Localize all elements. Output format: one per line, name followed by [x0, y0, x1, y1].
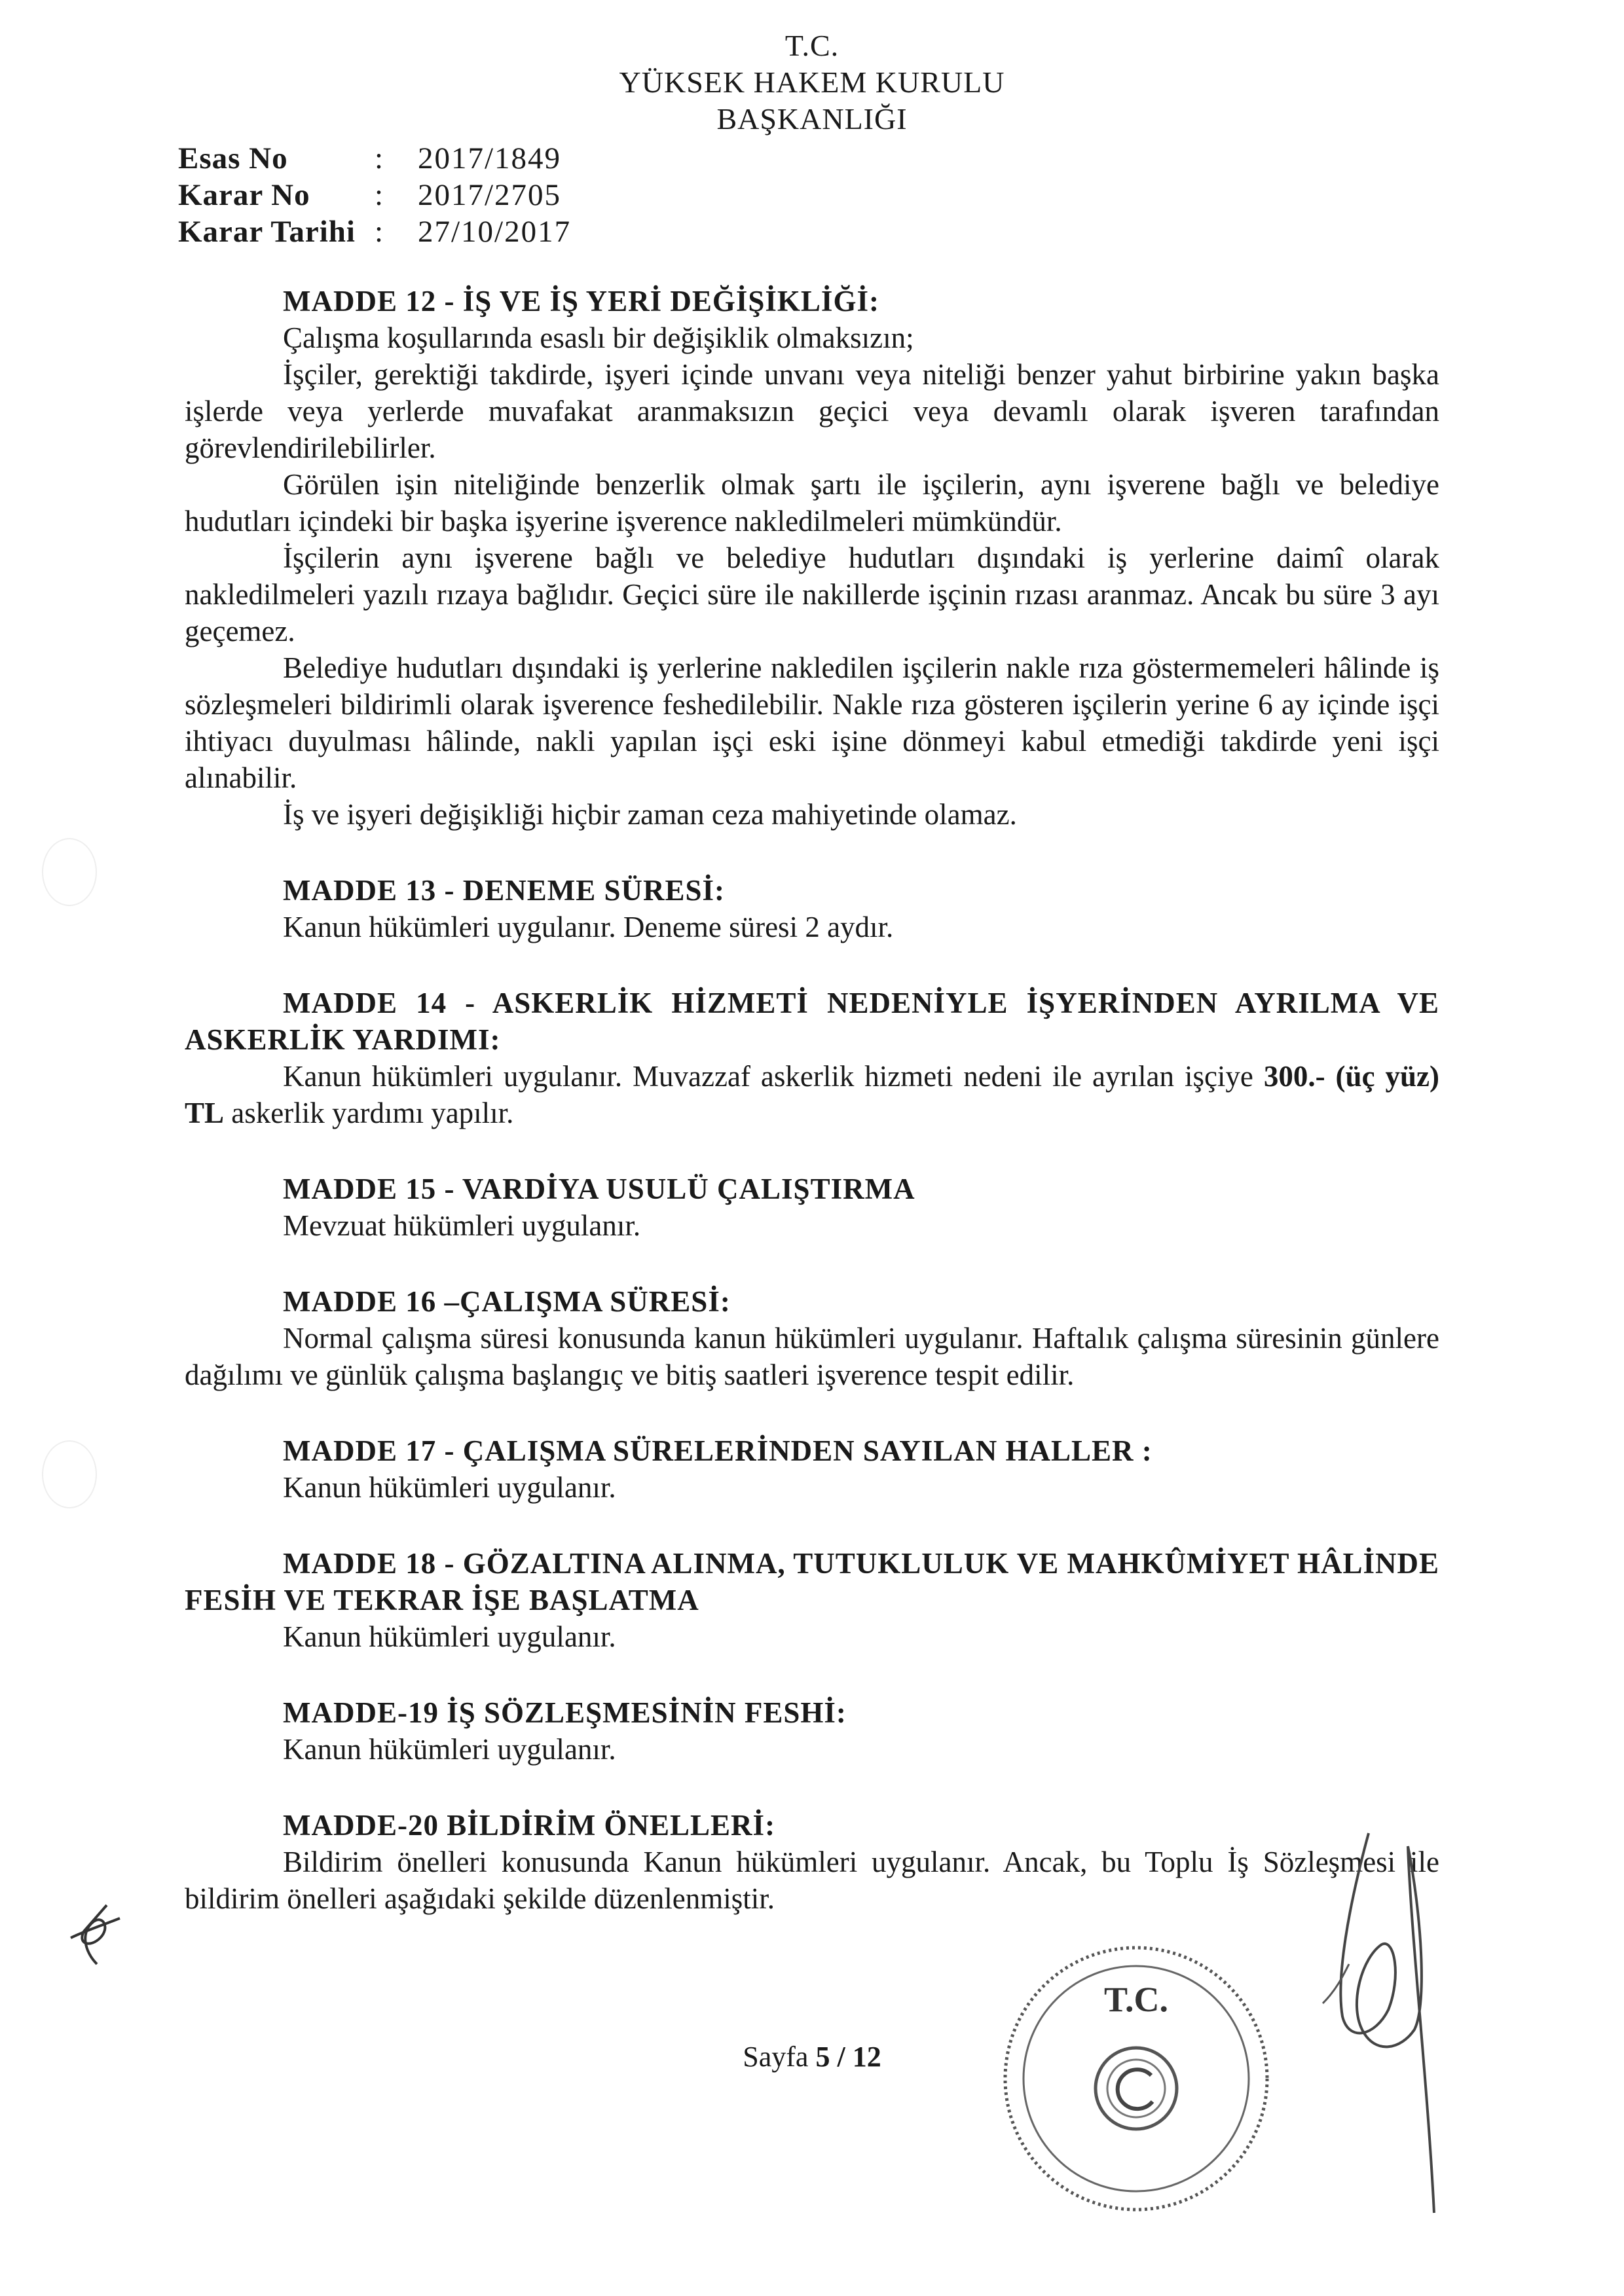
article-title: MADDE 17 - ÇALIŞMA SÜRELERİNDEN SAYILAN HALLER :: [283, 1434, 1153, 1467]
case-info-label: Karar No: [178, 178, 310, 212]
case-info-label: Esas No: [178, 141, 288, 175]
article-title: MADDE 12 - İŞ VE İŞ YERİ DEĞİŞİKLİĞİ:: [283, 285, 879, 318]
signature: [1297, 1807, 1467, 2226]
article-18: [185, 1545, 1439, 1655]
case-info-row: Karar No : 2017/2705: [178, 178, 562, 212]
article-16: [185, 1283, 1439, 1393]
article-paragraph: Kanun hükümleri uygulanır. Muvazzaf askerlik hizmeti nedeni ile ayrılan işçiye 300.- (üç yüz) TL askerlik yardımı yapılır.: [185, 1060, 1439, 1129]
article-paragraph: Görülen işin niteliğinde benzerlik olmak şartı ile işçilerin, aynı işverene bağlı ve belediye hudutları içindeki bir başka işyerine işverence nakledilmeleri mümkündür.: [185, 468, 1439, 538]
article-paragraph: Kanun hükümleri uygulanır.: [283, 1620, 616, 1653]
article-paragraph: Çalışma koşullarında esaslı bir değişiklik olmaksızın;: [283, 321, 914, 354]
document-body: [185, 283, 1439, 1956]
case-info-label: Karar Tarihi: [178, 215, 356, 249]
initial-mark: [58, 1892, 130, 1977]
article-paragraph: Kanun hükümleri uygulanır.: [283, 1733, 616, 1766]
punch-hole: [42, 1440, 97, 1508]
page-number: Sayfa 5 / 12: [743, 2041, 881, 2073]
article-paragraph: Normal çalışma süresi konusunda kanun hükümleri uygulanır. Haftalık çalışma süresinin günlere dağılımı ve günlük çalışma başlangıç ve bitiş saatleri işverence tespit edilir.: [185, 1322, 1439, 1391]
case-info: [178, 140, 571, 250]
official-seal: [995, 1938, 1277, 2219]
seal-text: T.C.: [1103, 1980, 1169, 2019]
article-title: MADDE 14 - ASKERLİK HİZMETİ NEDENİYLE İŞYERİNDEN AYRILMA VE ASKERLİK YARDIMI:: [185, 987, 1439, 1056]
article-paragraph: Belediye hudutları dışındaki iş yerlerine nakledilen işçilerin nakle rıza göstermemeleri hâlinde iş sözleşmeleri bildirimli olarak işverence feshedilebilir. Nakle rıza gösteren işçilerin yerine 6 ay içinde işçi ihtiyacı duyulması hâlinde, nakli yapılan işçi eski işine dönmeyi kabul etmediği takdirde yeni işçi alınabilir.: [185, 651, 1439, 794]
article-paragraph: İşçilerin aynı işverene bağlı ve belediye hudutları dışındaki iş yerlerine daimî olarak nakledilmeleri yazılı rızaya bağlıdır. Geçici süre ile nakillerde işçinin rızası aranmaz. Ancak bu süre 3 ayı geçemez.: [185, 541, 1439, 647]
article-19: [185, 1694, 1439, 1768]
case-info-value: 2017/2705: [418, 178, 562, 212]
punch-hole: [42, 838, 97, 906]
case-info-value: 2017/1849: [418, 141, 562, 175]
article-12: [185, 283, 1439, 833]
article-paragraph: Bildirim önelleri konusunda Kanun hükümleri uygulanır. Ancak, bu Toplu İş Sözleşmesi ile bildirim önelleri aşağıdaki şekilde düzenlenmiştir.: [185, 1846, 1439, 1915]
case-info-value: 27/10/2017: [418, 215, 572, 249]
article-paragraph: İşçiler, gerektiği takdirde, işyeri içinde unvanı veya niteliği benzer yahut birbirine yakın başka işlerde veya yerlerde muvafakat aranmaksızın geçici veya devamlı olarak işveren tarafından görevlendirilebilirler.: [185, 358, 1439, 464]
article-17: [185, 1432, 1439, 1506]
article-title: MADDE 13 - DENEME SÜRESİ:: [283, 874, 726, 907]
article-13: [185, 872, 1439, 945]
article-paragraph: Kanun hükümleri uygulanır. Deneme süresi 2 aydır.: [283, 911, 894, 943]
case-info-row: Esas No : 2017/1849: [178, 141, 562, 175]
article-title: MADDE-20 BİLDİRİM ÖNELLERİ:: [283, 1809, 776, 1842]
header-office: BAŞKANLIĞI: [716, 102, 908, 136]
document-header: [0, 27, 1624, 137]
article-paragraph: İş ve işyeri değişikliği hiçbir zaman ceza mahiyetinde olamaz.: [283, 798, 1017, 831]
article-title: MADDE 15 - VARDİYA USULÜ ÇALIŞTIRMA: [283, 1173, 915, 1205]
article-14: [185, 985, 1439, 1131]
article-title: MADDE 16 –ÇALIŞMA SÜRESİ:: [283, 1285, 731, 1318]
header-institution: YÜKSEK HAKEM KURULU: [619, 65, 1005, 99]
article-title: MADDE 18 - GÖZALTINA ALINMA, TUTUKLULUK VE MAHKÛMİYET HÂLİNDE FESİH VE TEKRAR İŞE BAŞLATMA: [185, 1547, 1439, 1616]
case-info-row: Karar Tarihi : 27/10/2017: [178, 215, 572, 249]
article-20: [185, 1807, 1439, 1917]
military-aid-amount: 300.- (üç yüz) TL: [185, 1060, 1439, 1129]
article-paragraph: Kanun hükümleri uygulanır.: [283, 1471, 616, 1504]
article-15: [185, 1171, 1439, 1244]
article-title: MADDE-19 İŞ SÖZLEŞMESİNİN FESHİ:: [283, 1696, 847, 1729]
header-tc: T.C.: [784, 29, 840, 62]
article-paragraph: Mevzuat hükümleri uygulanır.: [283, 1209, 641, 1242]
